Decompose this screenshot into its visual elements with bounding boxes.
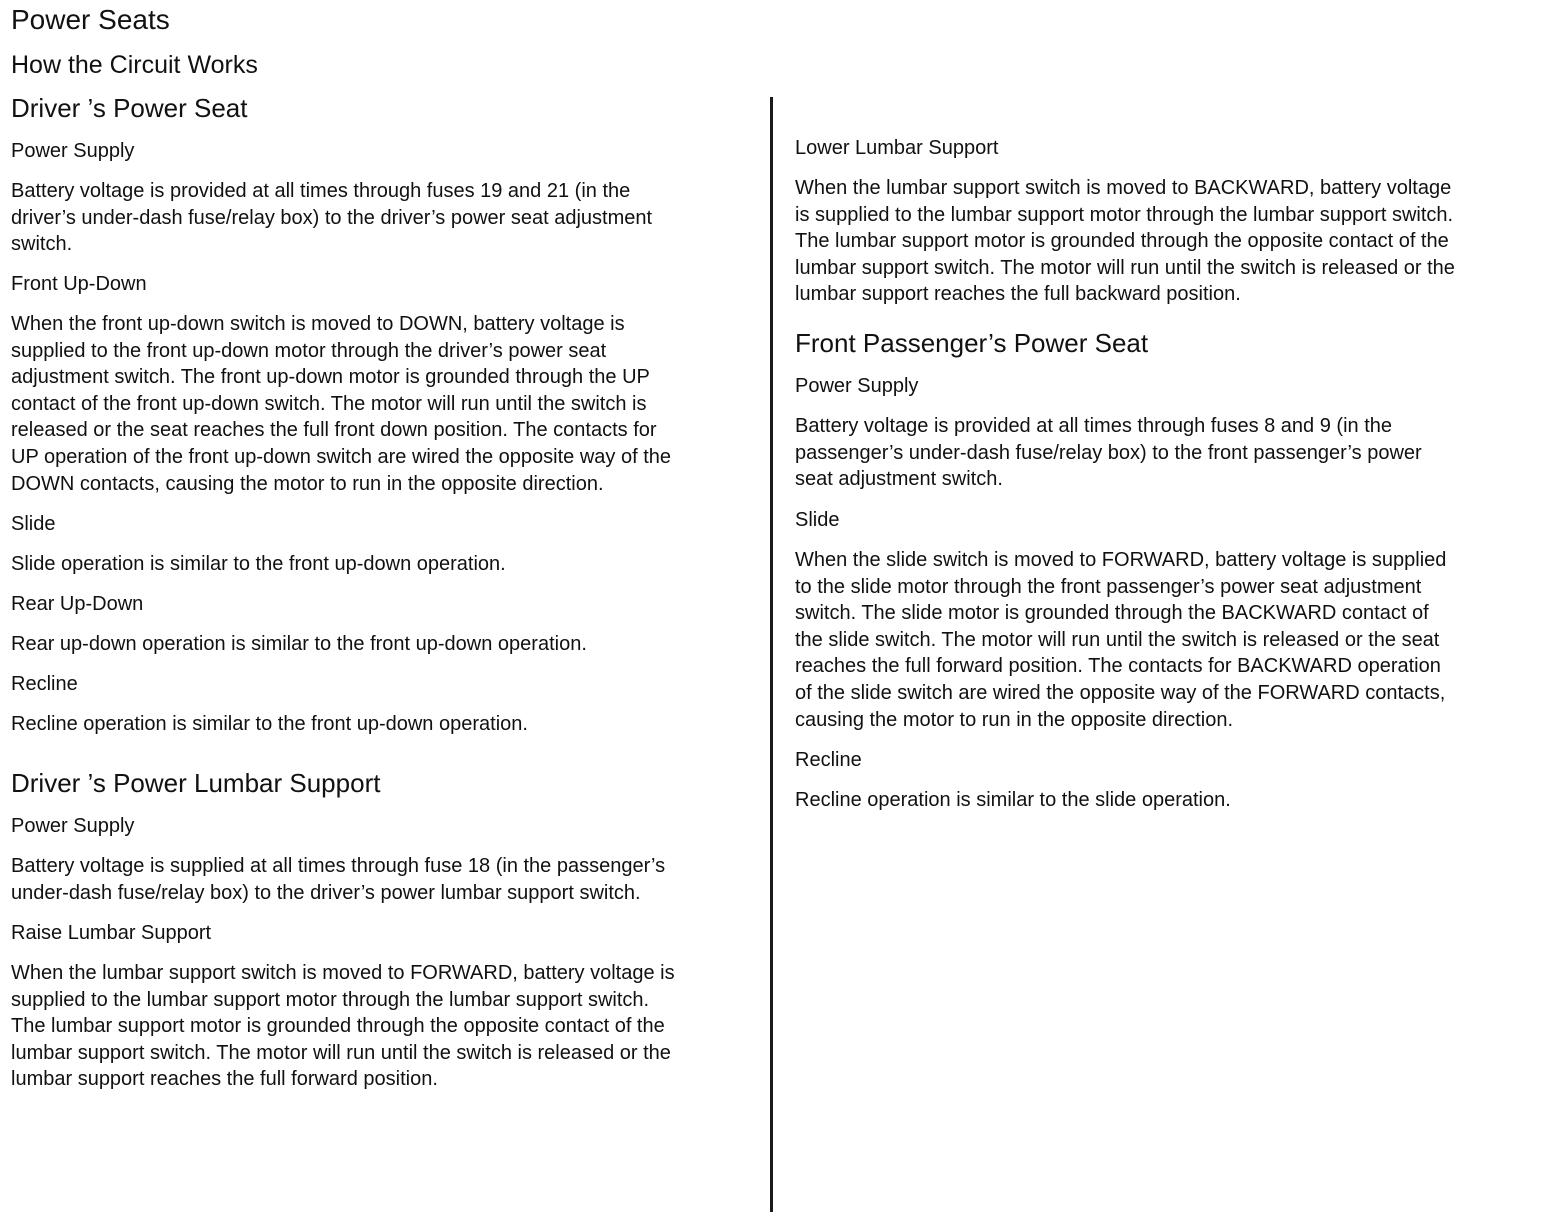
text-line: switch. The slide motor is grounded through the BACKWARD contact of <box>795 602 1429 625</box>
front-passenger-seat-heading: Front Passenger’s Power Seat <box>795 328 1149 358</box>
text-line: driver’s under-dash fuse/relay box) to the driver’s power seat adjustment <box>11 206 653 229</box>
column-divider <box>770 97 773 1212</box>
recline-label: Recline <box>11 673 78 695</box>
text-line: is supplied to the lumbar support motor through the lumbar support switch. <box>795 203 1454 226</box>
text-line: Battery voltage is supplied at all times through fuse 18 (in the passenger’s <box>11 855 666 877</box>
text-line: contact of the front up-down switch. The motor will run until the switch is <box>11 392 647 415</box>
text-line: When the lumbar support switch is moved to BACKWARD, battery voltage <box>795 177 1452 199</box>
passenger-recline-text <box>795 787 1231 814</box>
text-line: released or the seat reaches the full front down position. The contacts for <box>11 419 657 442</box>
text-line: Battery voltage is provided at all times through fuses 19 and 21 (in the <box>11 180 631 202</box>
text-line: adjustment switch. The front up-down motor is grounded through the UP <box>11 366 650 389</box>
text-line: the slide switch. The motor will run until the switch is released or the seat <box>795 628 1440 651</box>
passenger-power-supply-text <box>795 413 1422 493</box>
passenger-slide-text <box>795 547 1446 733</box>
rear-up-down-text <box>11 631 587 658</box>
text-line: UP operation of the front up-down switch are wired the opposite way of the <box>11 445 672 468</box>
text-line: The lumbar support motor is grounded through the opposite contact of the <box>11 1015 665 1038</box>
text-line: to the slide motor through the front passenger’s power seat adjustment <box>795 575 1422 598</box>
text-line: Slide operation is similar to the front up-down operation. <box>11 553 506 575</box>
passenger-recline-label: Recline <box>795 749 862 771</box>
text-line: under-dash fuse/relay box) to the driver’s power lumbar support switch. <box>11 881 641 904</box>
text-line: DOWN contacts, causing the motor to run in the opposite direction. <box>11 472 604 495</box>
text-line: lumbar support reaches the full forward position. <box>11 1068 438 1091</box>
drivers-seat-power-supply-label: Power Supply <box>11 140 135 162</box>
text-line: When the front up-down switch is moved to DOWN, battery voltage is <box>11 313 625 335</box>
text-line: passenger’s under-dash fuse/relay box) to the front passenger’s power <box>795 441 1422 464</box>
page-subtitle: How the Circuit Works <box>11 51 258 79</box>
text-line: reaches the full forward position. The contacts for BACKWARD operation <box>795 655 1441 678</box>
text-line: When the slide switch is moved to FORWARD, battery voltage is supplied <box>795 549 1447 571</box>
text-line: supplied to the front up-down motor through the driver’s power seat <box>11 339 607 362</box>
drivers-seat-power-supply-text <box>11 178 652 258</box>
rear-up-down-label: Rear Up-Down <box>11 593 144 615</box>
front-up-down-label: Front Up-Down <box>11 273 147 295</box>
text-line: The lumbar support motor is grounded through the opposite contact of the <box>795 230 1449 253</box>
text-line: Battery voltage is provided at all times through fuses 8 and 9 (in the <box>795 415 1393 437</box>
text-line: lumbar support switch. The motor will run until the switch is released or the <box>795 256 1455 279</box>
raise-lumbar-text <box>11 960 675 1093</box>
text-line: Recline operation is similar to the front up-down operation. <box>11 713 528 735</box>
text-line: of the slide switch are wired the opposite way of the FORWARD contacts, <box>795 681 1446 704</box>
text-line: lumbar support reaches the full backward position. <box>795 283 1241 306</box>
text-line: Recline operation is similar to the slide operation. <box>795 789 1231 811</box>
slide-label: Slide <box>11 513 56 535</box>
text-line: lumbar support switch. The motor will run until the switch is released or the <box>11 1041 671 1064</box>
passenger-slide-label: Slide <box>795 509 840 531</box>
drivers-power-lumbar-heading: Driver ’s Power Lumbar Support <box>11 768 381 798</box>
recline-text <box>11 711 528 738</box>
slide-text <box>11 551 506 578</box>
text-line: causing the motor to run in the opposite direction. <box>795 708 1234 731</box>
lower-lumbar-text <box>795 175 1455 308</box>
text-line: supplied to the lumbar support motor through the lumbar support switch. <box>11 988 650 1011</box>
drivers-power-seat-heading: Driver ’s Power Seat <box>11 93 248 123</box>
raise-lumbar-label: Raise Lumbar Support <box>11 922 212 944</box>
text-line: When the lumbar support switch is moved to FORWARD, battery voltage is <box>11 962 675 984</box>
text-line: Rear up-down operation is similar to the front up-down operation. <box>11 633 587 655</box>
lumbar-power-supply-text <box>11 853 665 906</box>
text-line: seat adjustment switch. <box>795 468 1003 491</box>
passenger-power-supply-label: Power Supply <box>795 375 919 397</box>
lumbar-power-supply-label: Power Supply <box>11 815 135 837</box>
lower-lumbar-label: Lower Lumbar Support <box>795 137 999 159</box>
page-title: Power Seats <box>11 4 170 35</box>
front-up-down-text <box>11 311 671 497</box>
text-line: switch. <box>11 233 73 256</box>
